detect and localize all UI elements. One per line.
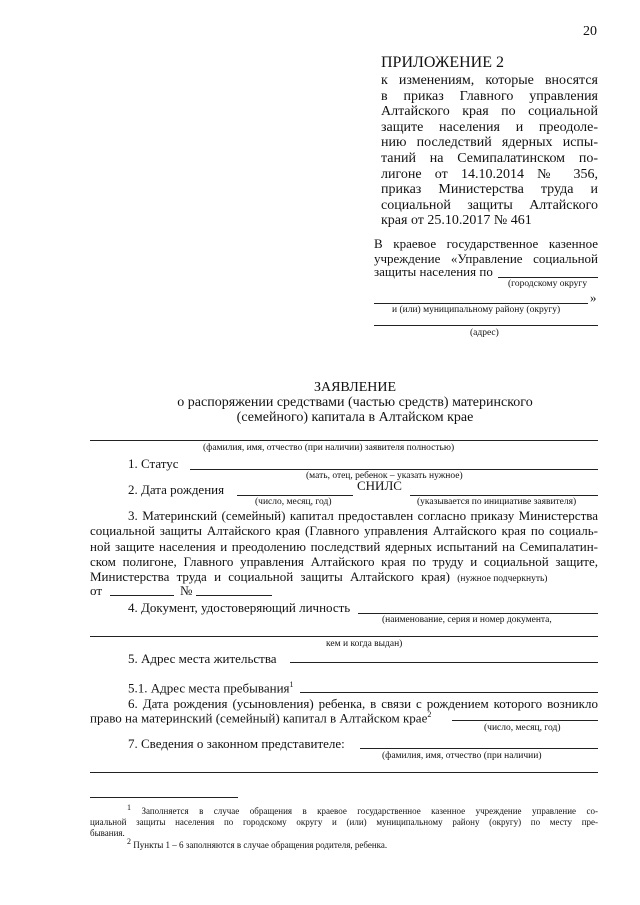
order-number-line[interactable] — [196, 595, 272, 596]
stay-line[interactable] — [300, 692, 598, 693]
item3-line: социальной защиты Алтайского края (Главного управления Алтайского края по социаль- — [90, 523, 598, 539]
stay-label-text: 5.1. Адрес места пребывания — [128, 680, 290, 696]
page-number: 20 — [583, 24, 597, 39]
child-line-2 — [90, 710, 431, 726]
doc-issued-line[interactable] — [90, 636, 598, 637]
footnote-2-mark: 2 — [127, 837, 131, 846]
stay-footnote-mark: 1 — [289, 680, 294, 689]
appendix-line: в приказ Главного управления — [381, 88, 598, 104]
appendix-title: ПРИЛОЖЕНИЕ 2 — [381, 54, 505, 71]
appendix-line: нию последствий ядерных испы- — [381, 135, 598, 151]
rep-label: 7. Сведения о законном представителе: — [128, 736, 345, 751]
statement-subtitle-1: о распоряжении средствами (частью средств) материнского — [177, 395, 533, 410]
addressee-line-3: защиты населения по — [374, 264, 493, 279]
rep-hint: (фамилия, имя, отчество (при наличии) — [382, 751, 542, 761]
status-label: 1. Статус — [128, 456, 179, 471]
child-line-2-text: право на материнский (семейный) капитал в Алтайском крае — [90, 710, 428, 726]
footnote-1-line — [90, 802, 598, 817]
status-hint: (мать, отец, ребенок – указать нужное) — [306, 471, 463, 481]
appendix-block — [381, 54, 598, 229]
ot-label: от — [90, 583, 103, 598]
birth-label: 2. Дата рождения — [128, 482, 225, 497]
child-hint: (число, месяц, год) — [484, 723, 561, 733]
appendix-last-line: края от 25.10.2017 № 461 — [381, 213, 532, 229]
addressee-line-2: учреждение «Управление социальной — [374, 251, 598, 266]
appendix-line: социальной защиты Алтайского — [381, 197, 598, 213]
child-date-line[interactable] — [452, 720, 598, 721]
footnote-1-line: циальной защиты населения по городскому округу и (или) муниципальному району (округу) по месту пре- — [90, 817, 598, 827]
snils-line[interactable] — [410, 495, 598, 496]
addressee-line-1: В краевое государственное казенное — [374, 236, 598, 251]
snils-label: СНИЛС — [357, 478, 402, 493]
appendix-line: таний на Семипалатинском по- — [381, 150, 598, 166]
appendix-line: к изменениям, которые вносятся — [381, 73, 598, 88]
footnote-2-line — [90, 836, 598, 851]
snils-hint: (указывается по инициативе заявителя) — [417, 497, 577, 507]
item3-line: ском полигоне, Главного управления Алтайского края по труду и социальной защите, — [90, 553, 598, 569]
child-line-1: 6. Дата рождения (усыновления) ребенка, в связи с рождением которого возникло — [128, 696, 598, 711]
item3-line: Министерства труда и социальной защиты Алтайского края) — [90, 569, 450, 585]
footnote-1-mark: 1 — [127, 803, 131, 812]
footnotes — [90, 802, 598, 851]
closing-quote: » — [590, 290, 597, 305]
fio-line[interactable] — [90, 440, 598, 441]
footnote-separator — [90, 797, 238, 798]
doc-hint-2: кем и когда выдан) — [326, 639, 403, 649]
stay-label — [128, 680, 294, 696]
birth-hint: (число, месяц, год) — [255, 497, 332, 507]
fio-hint: (фамилия, имя, отчество (при наличии) заявителя полностью) — [203, 443, 455, 453]
appendix-line: лигоне от 14.10.2014 № 356, — [381, 166, 598, 182]
statement-title: ЗАЯВЛЕНИЕ — [313, 380, 397, 395]
footnote-2-text: Пункты 1 – 6 заполняются в случае обращения родителя, ребенка. — [133, 840, 388, 850]
hint-district: и (или) муниципальному району (округу) — [392, 305, 561, 315]
residence-label: 5. Адрес места жительства — [128, 651, 277, 666]
doc-label: 4. Документ, удостоверяющий личность — [128, 600, 351, 615]
child-footnote-mark: 2 — [427, 710, 432, 719]
doc-line[interactable] — [358, 613, 598, 614]
birth-date-line[interactable] — [237, 495, 353, 496]
rep-line[interactable] — [360, 748, 598, 749]
office-city-line[interactable] — [498, 277, 598, 278]
appendix-line: приказ Министерства труда и — [381, 182, 598, 198]
statement-subtitle-2: (семейного) капитала в Алтайском крае — [236, 410, 474, 425]
item3-block — [90, 508, 598, 587]
appendix-line: защите населения и преодоле- — [381, 119, 598, 135]
footnote-1-text: Заполняется в случае обращения в краевое государственное казенное учреждение управление со- — [141, 806, 598, 816]
applicant-address-line[interactable] — [374, 325, 598, 326]
order-date-line[interactable] — [110, 595, 174, 596]
footnote-1-line: бывания. — [90, 828, 125, 838]
hint-address: (адрес) — [470, 328, 499, 338]
office-district-line[interactable] — [374, 303, 588, 304]
item3-line: 3. Материнский (семейный) капитал предоставлен согласно приказу Министерства — [128, 508, 598, 523]
item3-line: ной защите населения и преодолению последствий ядерных испытаний на Семипалатин- — [90, 538, 598, 554]
hint-city: (городскому округу — [508, 279, 588, 289]
item3-hint: (нужное подчеркнуть) — [457, 574, 548, 585]
appendix-line: Алтайского края по социальной — [381, 104, 598, 120]
doc-hint: (наименование, серия и номер документа, — [382, 615, 552, 625]
no-label: № — [180, 583, 193, 598]
status-line[interactable] — [190, 469, 598, 470]
residence-line[interactable] — [290, 662, 598, 663]
rep-extra-line[interactable] — [90, 772, 598, 773]
